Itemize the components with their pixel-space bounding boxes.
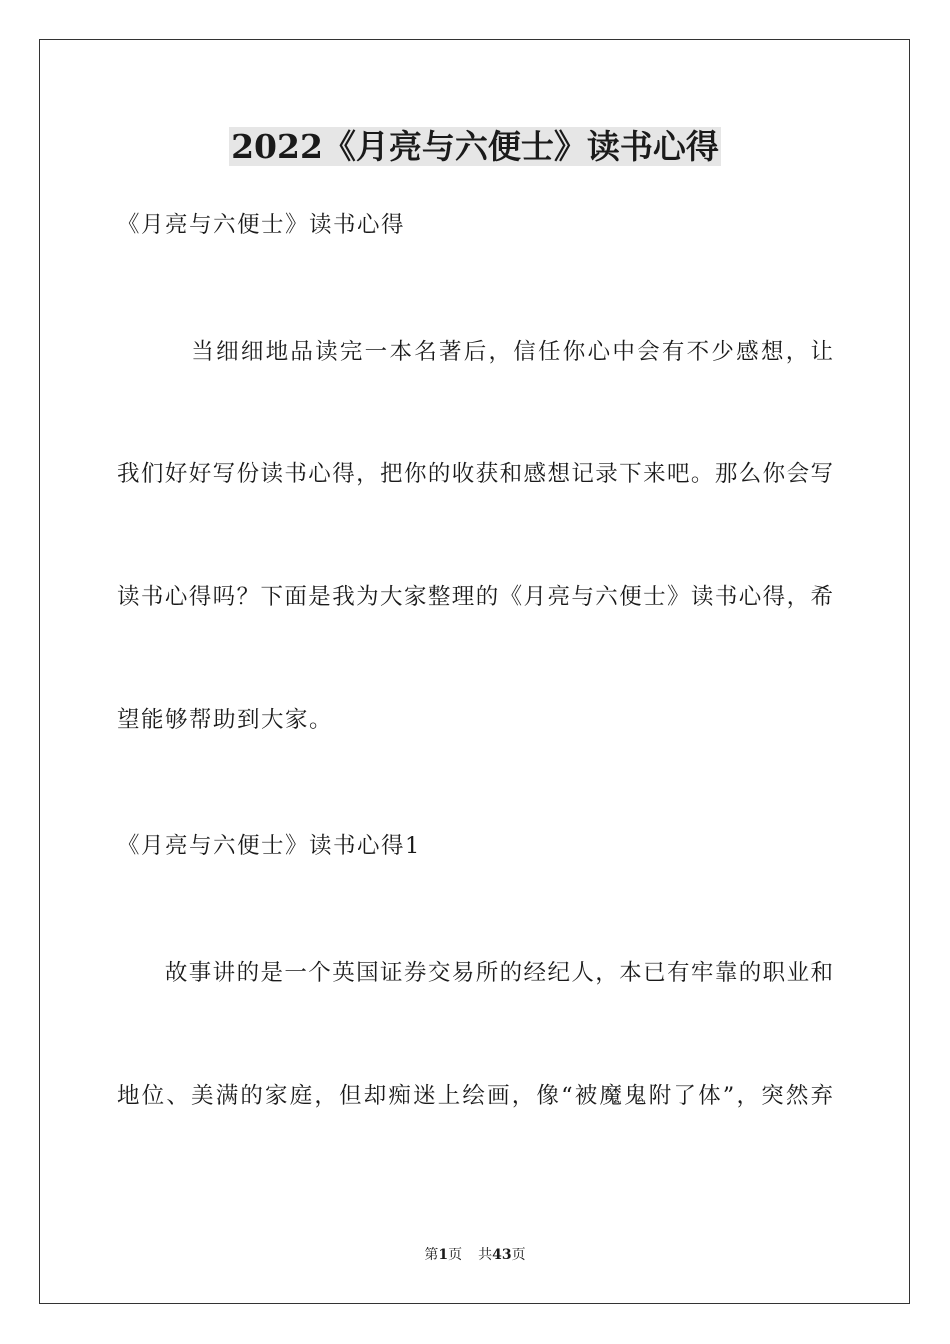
total-pages: 43 [492,1247,512,1263]
section-heading: 《月亮与六便士》读书心得1 [117,833,421,859]
document-title-text: 2022《月亮与六便士》读书心得 [231,127,719,166]
total-prefix: 共 [478,1247,493,1263]
paragraph-line: 当细细地品读完一本名著后，信任你心中会有不少感想，让 [117,339,833,365]
paragraph-line: 地位、美满的家庭，但却痴迷上绘画，像“被魔鬼附了体”，突然弃 [117,1083,833,1109]
page-suffix: 页 [448,1247,463,1263]
document-title [0,125,950,169]
page-number: 1 [438,1247,449,1263]
page-prefix: 第 [424,1247,439,1263]
paragraph-line: 故事讲的是一个英国证券交易所的经纪人，本已有牢靠的职业和 [117,960,833,986]
page-footer [0,1246,950,1264]
paragraph-line: 我们好好写份读书心得，把你的收获和感想记录下来吧。那么你会写 [117,461,833,487]
total-suffix: 页 [511,1247,526,1263]
paragraph-line: 读书心得吗？下面是我为大家整理的《月亮与六便士》读书心得，希 [117,584,833,610]
subtitle-line: 《月亮与六便士》读书心得 [117,212,406,238]
paragraph-line: 望能够帮助到大家。 [117,707,334,733]
